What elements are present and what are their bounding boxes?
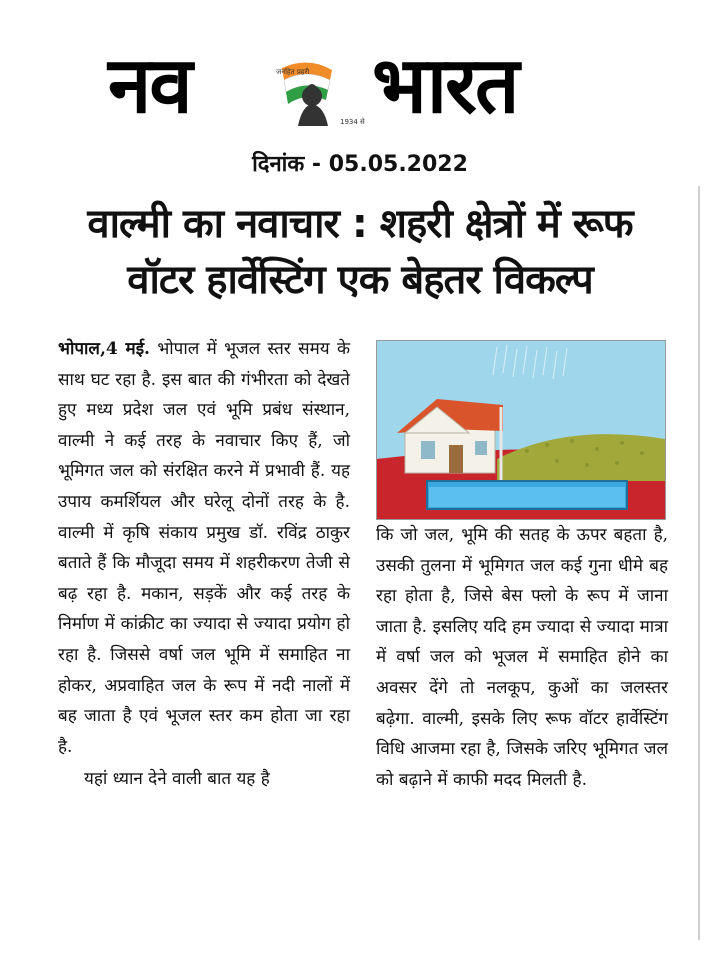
masthead-word-bharat: भारत — [372, 41, 518, 131]
headline-line-2: वॉटर हार्वेस्टिंग एक बेहतर विकल्प — [127, 257, 593, 303]
article-column-left — [58, 334, 350, 795]
rooftop-rainwater-harvesting-illustration — [376, 340, 666, 520]
house-window — [421, 441, 435, 459]
article-dateline: भोपाल,4 मई. — [58, 339, 150, 359]
house-door — [449, 445, 463, 473]
masthead-word-nav: नव — [108, 41, 191, 131]
masthead — [0, 38, 720, 134]
article-body-left: भोपाल में भूजल स्तर समय के साथ घट रहा है. इस बात की गंभीरता को देखते हुए मध्य प्रदेश जल एवं भूमि प्रबंध संस्थान, वाल्मी ने कई तरह के नवाचार किए हैं, जो भूमिगत जल को संरक्षित करने में प्रभावी हैं. यह उपाय कमर्शियल और घरेलू दोनों तरह के है. वाल्मी में कृषि संकाय प्रमुख डॉ. रविंद्र ठाकुर बताते हैं कि मौजूदा समय में शहरीकरण तेजी से बढ़ रहा है. मकान, सड़कें और कई तरह के निर्माण में कांक्रीट का ज्यादा से ज्यादा प्रयोग हो रहा है. जिससे वर्षा जल भूमि में समाहित ना होकर, अप्रवाहित जल के रूप में नदी नालों में बह जाता है एवं भूजल स्तर कम होता जा रहा है. — [58, 339, 351, 757]
article-column-right — [376, 520, 668, 795]
article-continuation: यहां ध्यान देने वाली बात यह है — [84, 769, 270, 790]
article-body-right: कि जो जल, भूमि की सतह के ऊपर बहता है, उसकी तुलना में भूमिगत जल कई गुना धीमे बह रहा होता है, जिसे बेस फ्लो के रूप में जाना जाता है. इसलिए यदि हम ज्यादा से ज्यादा मात्रा में वर्षा जल को भूजल में समाहित होने का अवसर देंगे तो नलकूप, कुओं का जलस्तर बढ़ेगा. वाल्मी, इसके लिए रूफ वॉटर हार्वेस्टिंग विधि आजमा रहा है, जिसके जरिए भूमिगत जल को बढ़ाने में काफी मदद मिलती है. — [376, 525, 668, 790]
article-paragraph — [58, 334, 350, 762]
logo-tagline: जनहित प्रहरी — [276, 68, 310, 76]
column-divider — [698, 186, 700, 940]
publication-date: दिनांक - 05.05.2022 — [252, 152, 468, 177]
article-headline — [30, 196, 690, 308]
headline-line-1: वाल्मी का नवाचार : शहरी क्षेत्रों में रूफ — [87, 201, 633, 247]
house-window-2 — [475, 441, 487, 455]
tank-water — [429, 487, 625, 507]
harvesting-diagram — [377, 341, 665, 519]
logo-year: 1934 से — [340, 118, 365, 126]
